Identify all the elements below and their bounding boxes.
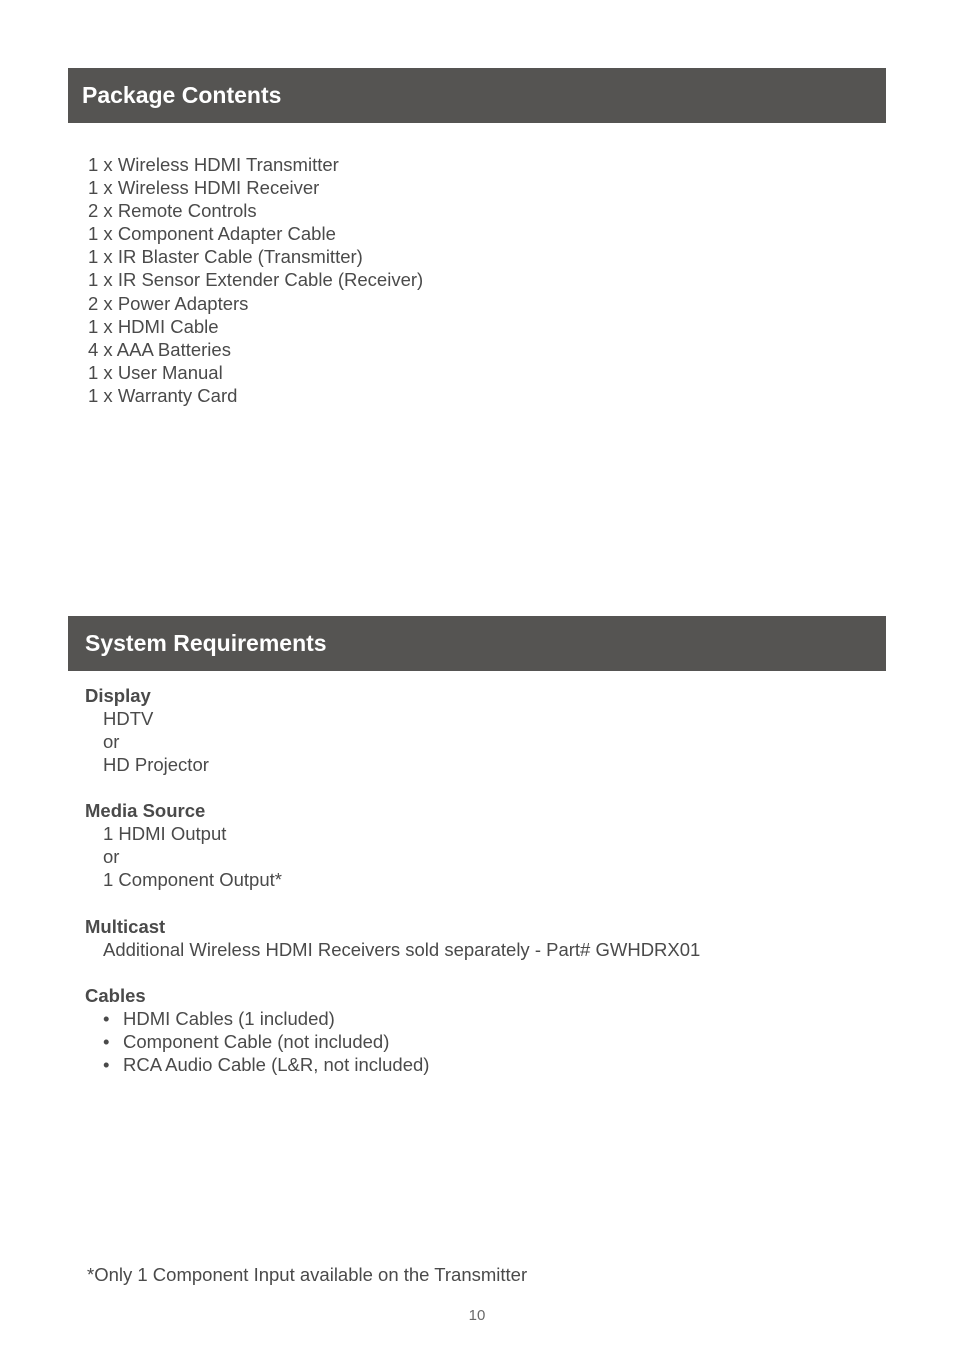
display-line: HDTV — [103, 708, 154, 729]
system-requirements-title: System Requirements — [85, 630, 327, 656]
media-source-requirements — [85, 799, 282, 891]
list-item: 1 x IR Blaster Cable (Transmitter) — [88, 246, 363, 268]
media-source-line: 1 Component Output* — [103, 869, 282, 890]
cables-heading: Cables — [85, 985, 146, 1006]
bullet-icon: • — [103, 1031, 110, 1052]
multicast-line: Additional Wireless HDMI Receivers sold separately - Part# GWHDRX01 — [103, 939, 701, 960]
list-item: 1 x Wireless HDMI Receiver — [88, 177, 320, 199]
cable-item-label: HDMI Cables (1 included) — [123, 1008, 335, 1029]
multicast-requirements — [85, 915, 700, 961]
media-source-heading: Media Source — [85, 800, 206, 821]
display-requirements — [85, 684, 209, 776]
bullet-icon: • — [103, 1008, 110, 1029]
system-requirements-header — [68, 616, 886, 671]
list-item: 4 x AAA Batteries — [88, 338, 231, 360]
cables-list — [85, 1007, 429, 1076]
display-line: HD Projector — [103, 754, 209, 775]
media-source-line: 1 HDMI Output — [103, 823, 227, 844]
list-item: 2 x Remote Controls — [88, 200, 257, 222]
list-item: 1 x Wireless HDMI Transmitter — [88, 154, 339, 175]
display-line: or — [103, 731, 120, 752]
footnote: *Only 1 Component Input available on the Transmitter — [87, 1264, 528, 1285]
multicast-heading: Multicast — [85, 916, 166, 937]
list-item — [85, 1007, 429, 1030]
media-source-line: or — [103, 846, 120, 867]
cables-requirements — [85, 984, 429, 1076]
display-heading: Display — [85, 685, 151, 706]
list-item: 1 x Warranty Card — [88, 384, 238, 406]
list-item — [85, 1030, 429, 1053]
list-item: 2 x Power Adapters — [88, 292, 249, 314]
bullet-icon: • — [103, 1054, 110, 1075]
cable-item-label: Component Cable (not included) — [123, 1031, 390, 1052]
list-item: 1 x Component Adapter Cable — [88, 223, 336, 245]
list-item: 1 x HDMI Cable — [88, 315, 219, 337]
list-item: 1 x User Manual — [88, 361, 223, 383]
cable-item-label: RCA Audio Cable (L&R, not included) — [123, 1054, 430, 1075]
list-item: 1 x IR Sensor Extender Cable (Receiver) — [88, 269, 424, 291]
package-contents-header — [68, 68, 886, 123]
list-item — [85, 1053, 429, 1076]
package-contents-list — [88, 153, 423, 407]
package-contents-title: Package Contents — [82, 82, 282, 108]
page-number: 10 — [468, 1307, 486, 1324]
